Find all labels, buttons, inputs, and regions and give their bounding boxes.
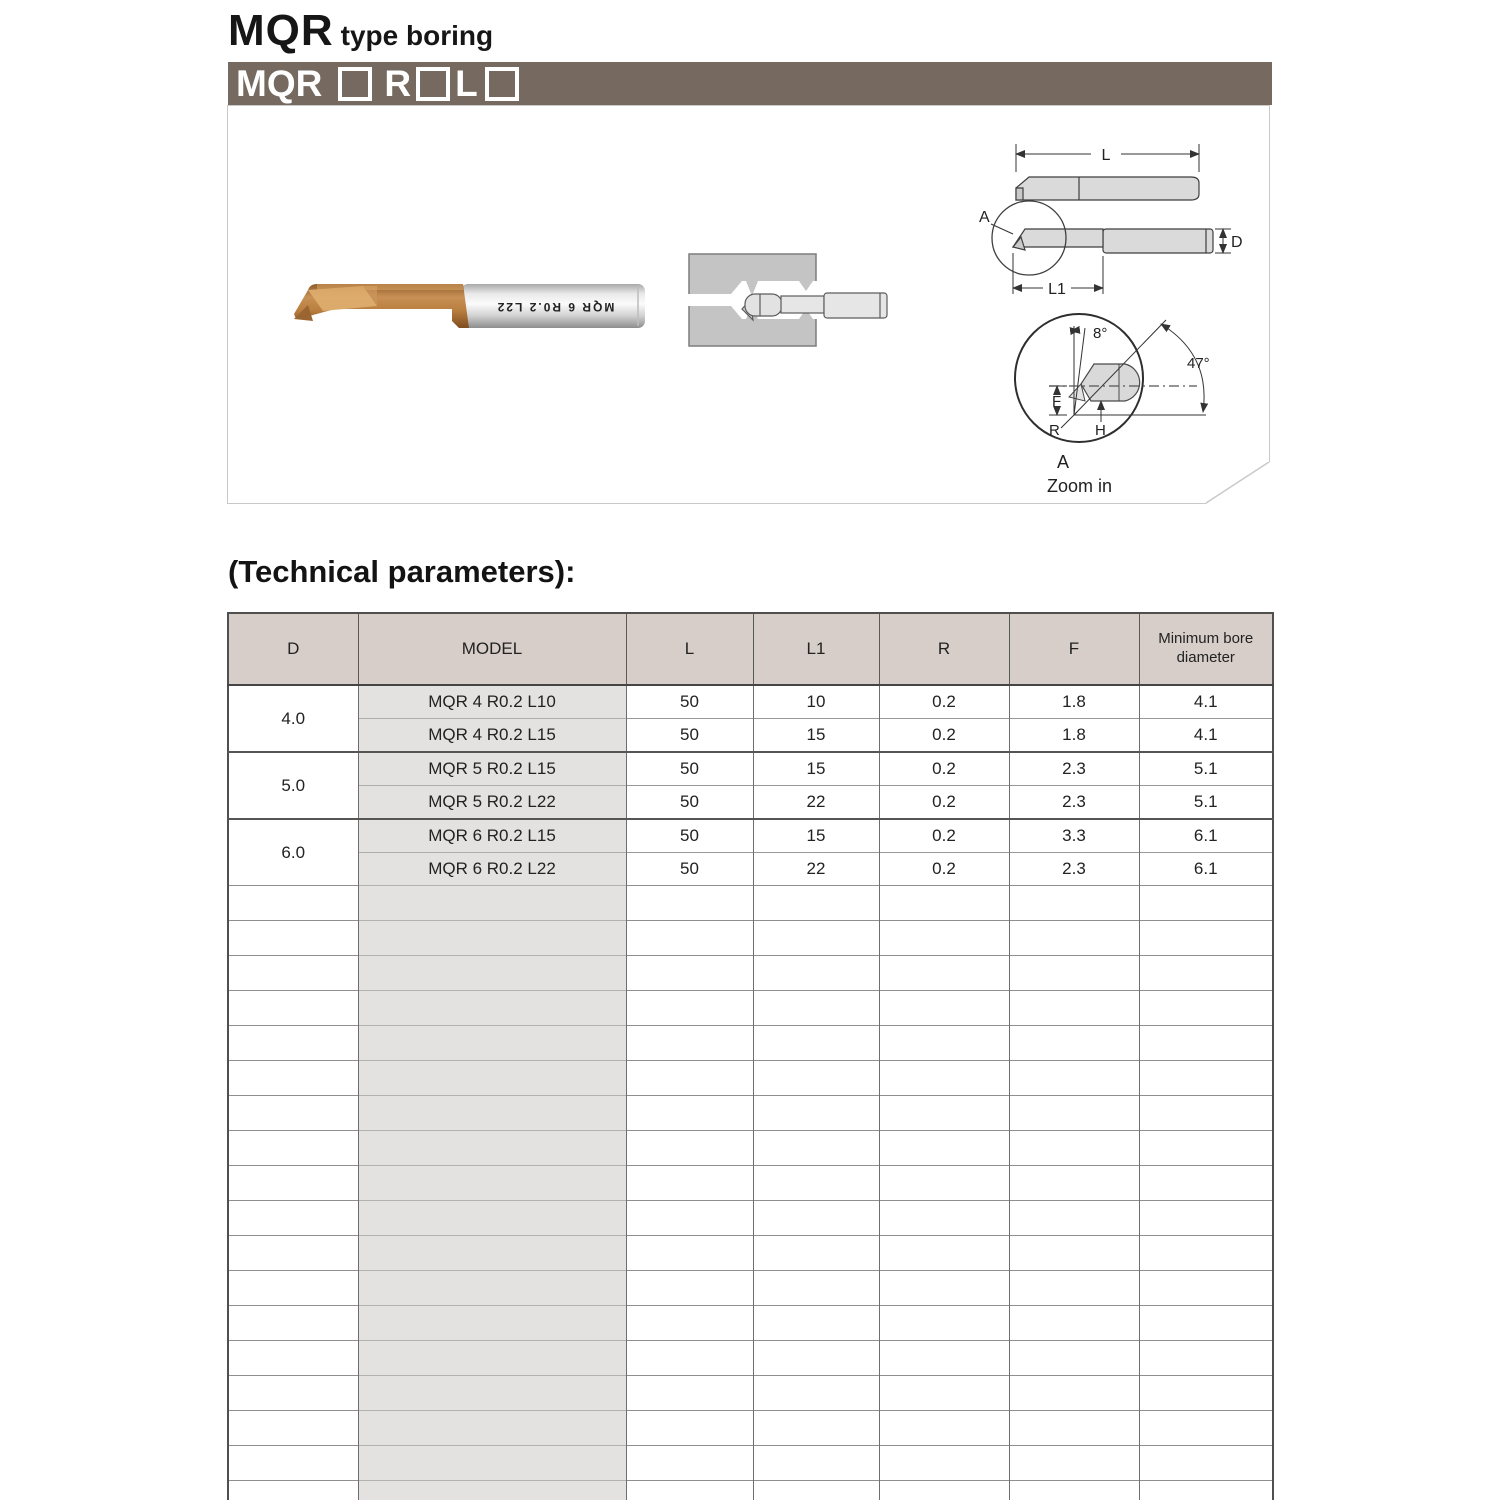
col-header-r: R [879, 613, 1009, 685]
empty-cell [753, 1131, 879, 1166]
empty-cell [1139, 1236, 1273, 1271]
empty-cell [228, 1096, 358, 1131]
empty-cell [358, 1446, 626, 1481]
value-cell: 50 [626, 752, 753, 786]
empty-cell [753, 1026, 879, 1061]
empty-cell [753, 1341, 879, 1376]
empty-cell [358, 1271, 626, 1306]
empty-row [228, 921, 1273, 956]
col-header-model: MODEL [358, 613, 626, 685]
value-cell: 5.1 [1139, 752, 1273, 786]
empty-cell [753, 1446, 879, 1481]
empty-cell [228, 1026, 358, 1061]
empty-cell [358, 991, 626, 1026]
empty-cell [1139, 1411, 1273, 1446]
model-cell: MQR 6 R0.2 L15 [358, 819, 626, 853]
empty-cell [358, 1061, 626, 1096]
value-cell: 0.2 [879, 752, 1009, 786]
empty-cell [1009, 1201, 1139, 1236]
empty-cell [879, 1131, 1009, 1166]
empty-cell [358, 1236, 626, 1271]
empty-cell [1139, 1201, 1273, 1236]
value-cell: 15 [753, 719, 879, 753]
diameter-cell: 4.0 [228, 685, 358, 752]
empty-cell [753, 921, 879, 956]
designation-l: L [455, 63, 478, 104]
placeholder-box-diameter [338, 67, 372, 101]
section-heading: (Technical parameters): [228, 554, 576, 589]
empty-cell [753, 1236, 879, 1271]
empty-cell [228, 1481, 358, 1500]
value-cell: 4.1 [1139, 685, 1273, 719]
tool-shank-marking: MQR 6 R0.2 L22 [495, 300, 615, 314]
empty-row [228, 1481, 1273, 1500]
empty-cell [626, 1201, 753, 1236]
empty-cell [1009, 1026, 1139, 1061]
empty-cell [1139, 1306, 1273, 1341]
value-cell: 6.1 [1139, 853, 1273, 886]
empty-cell [1009, 1481, 1139, 1500]
value-cell: 50 [626, 853, 753, 886]
diameter-cell: 5.0 [228, 752, 358, 819]
value-cell: 1.8 [1009, 685, 1139, 719]
empty-row [228, 886, 1273, 921]
empty-cell [753, 991, 879, 1026]
empty-cell [1139, 1061, 1273, 1096]
empty-cell [1009, 1341, 1139, 1376]
value-cell: 0.2 [879, 786, 1009, 820]
empty-row [228, 1271, 1273, 1306]
empty-row [228, 956, 1273, 991]
value-cell: 0.2 [879, 853, 1009, 886]
value-cell: 0.2 [879, 719, 1009, 753]
empty-cell [626, 1236, 753, 1271]
value-cell: 22 [753, 786, 879, 820]
empty-cell [879, 1481, 1009, 1500]
empty-cell [1139, 1166, 1273, 1201]
dim-label-l: L [1101, 147, 1111, 164]
empty-cell [358, 1166, 626, 1201]
empty-cell [358, 921, 626, 956]
empty-row [228, 1166, 1273, 1201]
dimension-drawing [951, 130, 1251, 302]
empty-cell [626, 1446, 753, 1481]
empty-cell [358, 1481, 626, 1500]
workpiece-cross-section-diagram [684, 249, 896, 351]
empty-cell [358, 1026, 626, 1061]
model-cell: MQR 4 R0.2 L10 [358, 685, 626, 719]
title-sub: type boring [340, 20, 494, 51]
empty-cell [228, 1376, 358, 1411]
f-label: F [1052, 393, 1062, 410]
value-cell: 2.3 [1009, 752, 1139, 786]
value-cell: 0.2 [879, 685, 1009, 719]
empty-cell [228, 1201, 358, 1236]
empty-cell [1139, 1131, 1273, 1166]
detail-ref-label: A [979, 209, 990, 226]
empty-cell [1009, 956, 1139, 991]
empty-row [228, 1411, 1273, 1446]
empty-cell [626, 1061, 753, 1096]
empty-cell [753, 956, 879, 991]
empty-cell [626, 991, 753, 1026]
empty-cell [1139, 1271, 1273, 1306]
model-cell: MQR 5 R0.2 L15 [358, 752, 626, 786]
empty-cell [626, 1376, 753, 1411]
dim-label-l1: L1 [1048, 281, 1066, 298]
empty-cell [358, 1096, 626, 1131]
product-illustration-panel [227, 105, 1270, 504]
empty-cell [358, 1306, 626, 1341]
model-cell: MQR 4 R0.2 L15 [358, 719, 626, 753]
table-row [228, 819, 1273, 853]
empty-cell [358, 956, 626, 991]
empty-cell [626, 1341, 753, 1376]
empty-cell [753, 1096, 879, 1131]
value-cell: 50 [626, 786, 753, 820]
empty-cell [879, 1271, 1009, 1306]
empty-cell [879, 1306, 1009, 1341]
empty-cell [626, 921, 753, 956]
angle-8-label: 8° [1093, 325, 1108, 342]
empty-cell [228, 1271, 358, 1306]
empty-cell [879, 1026, 1009, 1061]
col-header-minimum-bore-diameter: Minimum bore diameter [1139, 613, 1273, 685]
empty-cell [1139, 921, 1273, 956]
empty-cell [1009, 886, 1139, 921]
col-header-l1: L1 [753, 613, 879, 685]
value-cell: 2.3 [1009, 853, 1139, 886]
empty-row [228, 1236, 1273, 1271]
model-cell: MQR 6 R0.2 L22 [358, 853, 626, 886]
empty-cell [626, 1166, 753, 1201]
empty-cell [228, 1341, 358, 1376]
col-header-l: L [626, 613, 753, 685]
empty-row [228, 1201, 1273, 1236]
empty-cell [626, 1131, 753, 1166]
empty-cell [879, 1341, 1009, 1376]
value-cell: 10 [753, 685, 879, 719]
empty-cell [1009, 1376, 1139, 1411]
params-table-body [228, 685, 1273, 1500]
value-cell: 50 [626, 719, 753, 753]
diameter-cell: 6.0 [228, 819, 358, 886]
empty-cell [626, 1306, 753, 1341]
empty-cell [626, 1481, 753, 1500]
empty-cell [1009, 1236, 1139, 1271]
value-cell: 1.8 [1009, 719, 1139, 753]
empty-cell [228, 1306, 358, 1341]
empty-cell [228, 886, 358, 921]
empty-cell [879, 1376, 1009, 1411]
empty-cell [358, 1411, 626, 1446]
empty-cell [626, 1096, 753, 1131]
table-row [228, 752, 1273, 786]
empty-cell [753, 1306, 879, 1341]
empty-cell [1009, 1271, 1139, 1306]
value-cell: 22 [753, 853, 879, 886]
table-row [228, 853, 1273, 886]
empty-cell [228, 1236, 358, 1271]
empty-cell [753, 1376, 879, 1411]
empty-cell [228, 1166, 358, 1201]
empty-cell [228, 956, 358, 991]
tool-photo [283, 278, 655, 352]
empty-cell [1009, 1096, 1139, 1131]
r-label: R [1049, 422, 1060, 439]
empty-cell [1139, 991, 1273, 1026]
empty-cell [358, 1201, 626, 1236]
empty-cell [228, 1446, 358, 1481]
empty-cell [1009, 1131, 1139, 1166]
empty-cell [1009, 921, 1139, 956]
empty-cell [1139, 886, 1273, 921]
empty-row [228, 1131, 1273, 1166]
empty-cell [1009, 1166, 1139, 1201]
empty-cell [753, 1481, 879, 1500]
empty-cell [879, 956, 1009, 991]
empty-cell [1139, 1341, 1273, 1376]
params-table [227, 612, 1274, 1500]
empty-cell [879, 1061, 1009, 1096]
table-row [228, 685, 1273, 719]
page-title [228, 6, 493, 56]
empty-cell [879, 1096, 1009, 1131]
col-header-d: D [228, 613, 358, 685]
table-row [228, 719, 1273, 753]
placeholder-box-length [485, 67, 519, 101]
params-table-head [228, 613, 1273, 685]
empty-cell [1009, 1306, 1139, 1341]
value-cell: 15 [753, 752, 879, 786]
detail-subtitle: Zoom in [1047, 476, 1113, 496]
value-cell: 6.1 [1139, 819, 1273, 853]
col-header-f: F [1009, 613, 1139, 685]
empty-cell [228, 1061, 358, 1096]
empty-cell [1139, 1376, 1273, 1411]
title-main: MQR [228, 6, 334, 55]
empty-cell [1009, 1446, 1139, 1481]
empty-cell [753, 1271, 879, 1306]
angle-47-label: 47° [1187, 355, 1210, 372]
designation-prefix: MQR [236, 63, 323, 104]
empty-cell [753, 1061, 879, 1096]
empty-cell [358, 1376, 626, 1411]
detail-title: A [1057, 452, 1070, 472]
empty-cell [879, 991, 1009, 1026]
empty-cell [626, 886, 753, 921]
empty-cell [626, 1411, 753, 1446]
empty-cell [358, 1341, 626, 1376]
empty-cell [1009, 991, 1139, 1026]
empty-cell [228, 921, 358, 956]
designation-r: R [384, 63, 412, 104]
empty-row [228, 1306, 1273, 1341]
empty-row [228, 1341, 1273, 1376]
placeholder-box-radius [416, 67, 450, 101]
empty-cell [879, 1446, 1009, 1481]
header-row [228, 613, 1273, 685]
panel-corner-bevel [1206, 462, 1270, 504]
value-cell: 15 [753, 819, 879, 853]
empty-cell [753, 886, 879, 921]
empty-row [228, 1446, 1273, 1481]
empty-row [228, 991, 1273, 1026]
empty-row [228, 1026, 1273, 1061]
empty-cell [879, 1201, 1009, 1236]
empty-cell [1139, 956, 1273, 991]
value-cell: 50 [626, 819, 753, 853]
empty-cell [1009, 1411, 1139, 1446]
model-designation-bar [228, 62, 1272, 105]
insert-profile [1081, 364, 1140, 401]
empty-row [228, 1376, 1273, 1411]
empty-cell [879, 1166, 1009, 1201]
value-cell: 5.1 [1139, 786, 1273, 820]
empty-cell [879, 886, 1009, 921]
empty-cell [879, 1236, 1009, 1271]
value-cell: 2.3 [1009, 786, 1139, 820]
empty-row [228, 1061, 1273, 1096]
empty-cell [626, 956, 753, 991]
empty-cell [626, 1026, 753, 1061]
empty-cell [1139, 1096, 1273, 1131]
empty-cell [1139, 1026, 1273, 1061]
empty-row [228, 1096, 1273, 1131]
empty-cell [879, 921, 1009, 956]
empty-cell [228, 991, 358, 1026]
empty-cell [1139, 1446, 1273, 1481]
value-cell: 50 [626, 685, 753, 719]
dim-label-d: D [1231, 234, 1243, 251]
empty-cell [753, 1411, 879, 1446]
empty-cell [753, 1201, 879, 1236]
empty-cell [358, 1131, 626, 1166]
empty-cell [753, 1166, 879, 1201]
table-row [228, 786, 1273, 820]
empty-cell [626, 1271, 753, 1306]
empty-cell [358, 886, 626, 921]
value-cell: 4.1 [1139, 719, 1273, 753]
model-cell: MQR 5 R0.2 L22 [358, 786, 626, 820]
value-cell: 3.3 [1009, 819, 1139, 853]
empty-cell [228, 1131, 358, 1166]
empty-cell [1139, 1481, 1273, 1500]
empty-cell [1009, 1061, 1139, 1096]
h-label: H [1095, 422, 1106, 439]
empty-cell [879, 1411, 1009, 1446]
value-cell: 0.2 [879, 819, 1009, 853]
empty-cell [228, 1411, 358, 1446]
